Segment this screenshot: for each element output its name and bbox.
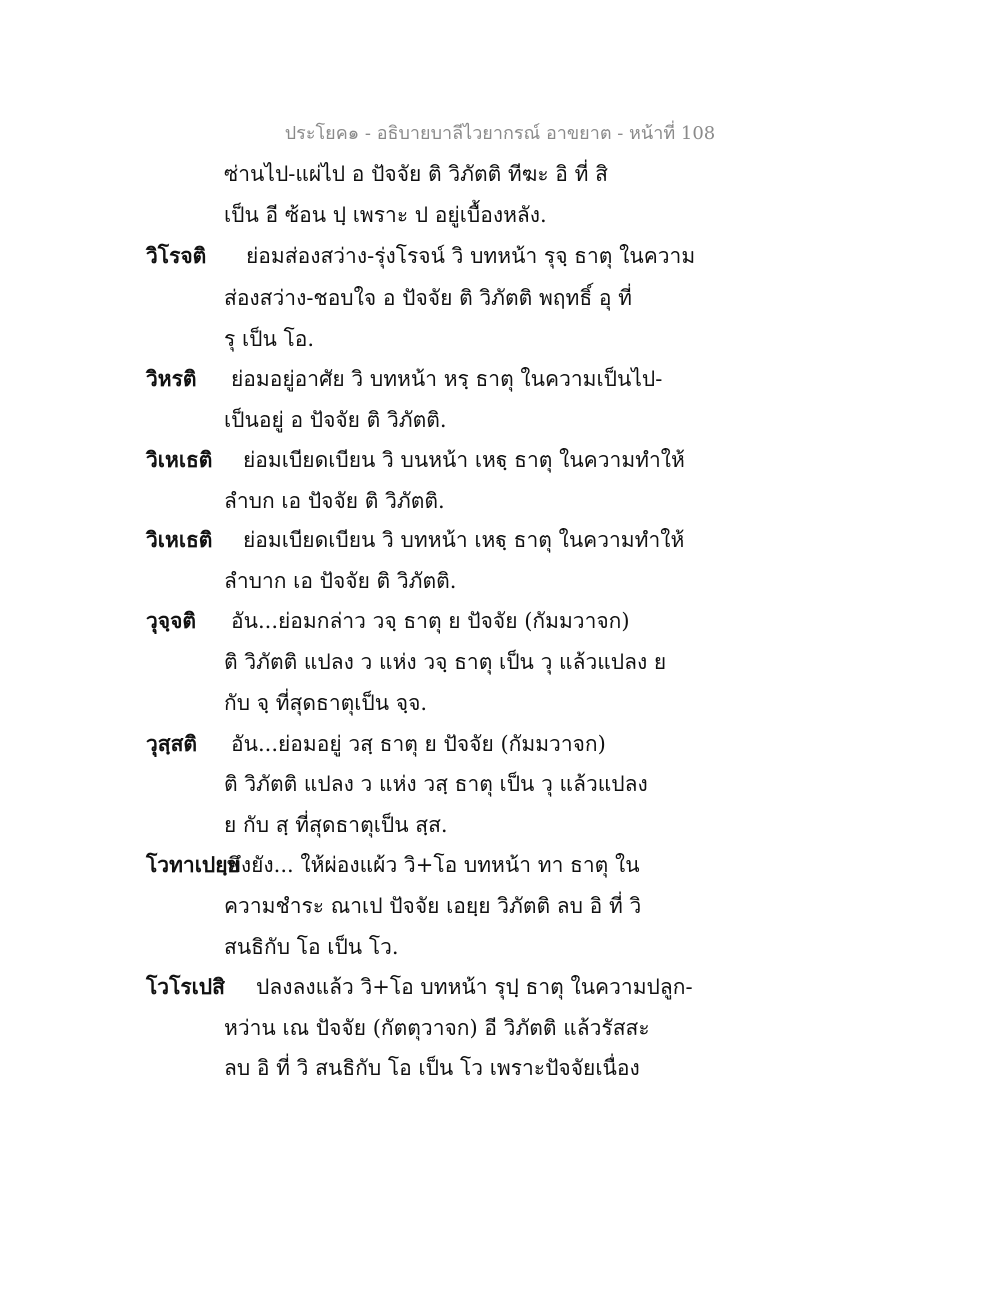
entry-8-line-1: หว่าน เณ ปัจจัย (กัตตุวาจก) อี วิภัตติ แล้วรัสสะ [224, 1016, 650, 1040]
entry-1-line-1: ส่องสว่าง-ชอบใจ อ ปัจจัย ติ วิภัตติ พฤทธิ์ อุ ที่ [224, 286, 632, 310]
page-header: ประโยค๑ - อธิบายบาลีไวยากรณ์ อาขยาต - หน้าที่ 108 [284, 123, 716, 144]
entry-8-line-0: ปลงลงแล้ว วิ+โอ บทหน้า รุปฺ ธาตุ ในความปลูก- [256, 975, 693, 999]
entry-6-line-0: อัน...ย่อมอยู่ วสฺ ธาตุ ย ปัจจัย (กัมมวาจก) [231, 732, 606, 756]
entry-0-line-0: ซ่านไป-แผ่ไป อ ปัจจัย ติ วิภัตติ ทีฆะ อิ ที่ สิ [224, 162, 608, 186]
entry-1-term: วิโรจติ [146, 243, 207, 268]
entry-5-line-2: กับ จฺ ที่สุดธาตุเป็น จฺจ. [224, 691, 428, 715]
entry-4-line-0: ย่อมเบียดเบียน วิ บทหน้า เหฐฺ ธาตุ ในความทำให้ [243, 528, 685, 552]
entry-1-line-2: รุ เป็น โอ. [224, 327, 315, 351]
entry-5-line-1: ติ วิภัตติ แปลง ว แห่ง วจฺ ธาตุ เป็น วุ แล้วแปลง ย [224, 650, 667, 674]
entry-7-term: โวทาเปยฺย [146, 852, 240, 877]
entry-6-line-1: ติ วิภัตติ แปลง ว แห่ง วสฺ ธาตุ เป็น วุ แล้วแปลง [224, 772, 648, 796]
entry-6-term: วุสฺสติ [146, 731, 198, 756]
entry-6-line-2: ย กับ สฺ ที่สุดธาตุเป็น สฺส. [224, 813, 448, 837]
entry-2-term: วิหรติ [146, 366, 197, 391]
entry-5-line-0: อัน...ย่อมกล่าว วจฺ ธาตุ ย ปัจจัย (กัมมวาจก) [231, 609, 630, 633]
entry-4-term: วิเหเธติ [146, 527, 213, 552]
entry-7-line-0: พึงยัง... ให้ผ่องแผ้ว วิ+โอ บทหน้า ทา ธาตุ ใน [227, 853, 640, 877]
entry-7-line-1: ความชำระ ณาเป ปัจจัย เอยฺย วิภัตติ ลบ อิ ที่ วิ [224, 894, 642, 918]
entry-0-line-1: เป็น อี ซ้อน ปฺ เพราะ ป อยู่เบื้องหลัง. [224, 203, 547, 227]
entry-8-term: โวโรเปสิ [146, 974, 225, 999]
entry-2-line-1: เป็นอยู่ อ ปัจจัย ติ วิภัตติ. [224, 408, 447, 432]
entry-7-line-2: สนธิกับ โอ เป็น โว. [224, 935, 399, 959]
entry-3-line-1: ลำบก เอ ปัจจัย ติ วิภัตติ. [224, 489, 445, 513]
entry-5-term: วุจฺจติ [146, 608, 197, 633]
entry-8-line-2: ลบ อิ ที่ วิ สนธิกับ โอ เป็น โว เพราะปัจจัยเนื่อง [224, 1056, 640, 1080]
entry-2-line-0: ย่อมอยู่อาศัย วิ บทหน้า หรฺ ธาตุ ในความเป็นไป- [231, 367, 663, 391]
entry-3-line-0: ย่อมเบียดเบียน วิ บนหน้า เหฐฺ ธาตุ ในความทำให้ [243, 448, 685, 472]
entry-1-line-0: ย่อมส่องสว่าง-รุ่งโรจน์ วิ บทหน้า รุจฺ ธาตุ ในความ [246, 244, 696, 268]
entry-4-line-1: ลำบาก เอ ปัจจัย ติ วิภัตติ. [224, 569, 457, 593]
entry-3-term: วิเหเธติ [146, 447, 213, 472]
